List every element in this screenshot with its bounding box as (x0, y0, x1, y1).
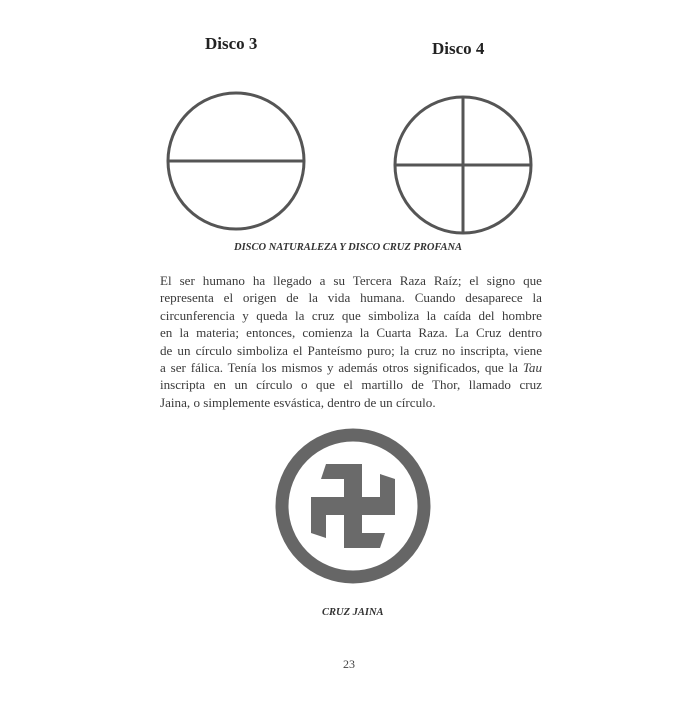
body-line: inscripta en un círculo o que el martillo de Thor, llamado cruz (160, 377, 542, 393)
caption-jaina: CRUZ JAINA (322, 607, 384, 618)
body-line: Jaina, o simplemente esvástica, dentro de un círculo. (160, 394, 436, 410)
cruz-jaina-swastika-icon (274, 427, 432, 585)
body-line: representa el origen de la vida humana. Cuando desaparece la (160, 290, 542, 306)
body-line: en la materia; entonces, comienza la Cuarta Raza. La Cruz dentro (160, 325, 542, 341)
body-line-with-tau (160, 359, 542, 376)
disc-4-circle-cross-icon (392, 94, 534, 236)
body-line: de un círculo simboliza el Panteísmo puro; la cruz no inscripta, viene (160, 342, 542, 358)
disc-3-title: Disco 3 (205, 34, 258, 53)
body-line: a ser fálica. Tenía los mismos y además otros significados, que la (160, 360, 518, 376)
disc-3-circle-horizontal-line-icon (165, 90, 307, 232)
page-number: 23 (343, 657, 355, 671)
body-line: circunferencia y queda la cruz que simboliza la caída del hombre (160, 307, 542, 323)
disc-4-title: Disco 4 (432, 39, 485, 58)
caption-discs: DISCO NATURALEZA Y DISCO CRUZ PROFANA (234, 242, 463, 253)
body-line: El ser humano ha llegado a su Tercera Raza Raíz; el signo que (160, 273, 542, 288)
tau-word: Tau (522, 360, 543, 376)
body-paragraph (160, 272, 542, 411)
